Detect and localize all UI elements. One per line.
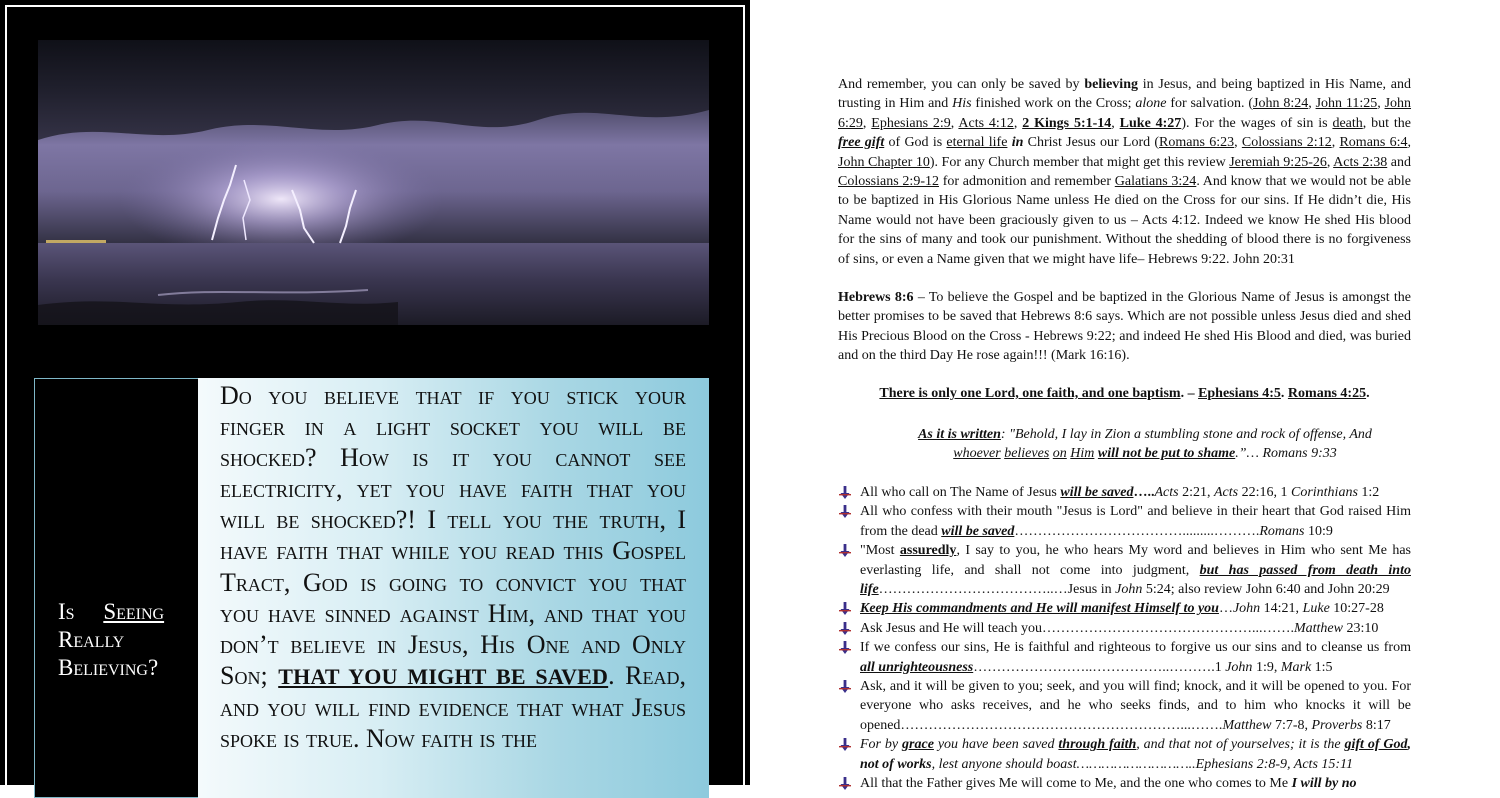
text-run: . [1366, 386, 1370, 401]
text-run: – To believe the Gospel and be baptized in the Glorious Name of Jesus is amongst the better promises to be saved that Hebrews 8:6 says. Which are not possible unless Jesus died and shed His Precious Blood on the Cross - Hebrews 9:22; and indeed He shed His Blood and died, was buried and on the third Day He rose again!!! (Mark 16:16). [838, 290, 1411, 364]
text-run: all unrighteousness [860, 659, 974, 675]
text-run: John [1225, 659, 1253, 675]
text-run: . [1280, 386, 1288, 401]
text-run: believes [1004, 446, 1050, 462]
text-run: will be saved [941, 523, 1015, 539]
text-run: Colossians 2:12 [1241, 135, 1332, 151]
text-run: Romans 4:25 [1287, 386, 1367, 401]
text-run: Romans [1259, 523, 1305, 539]
text-run: , and that not of yourselves; it is the [1136, 737, 1345, 753]
text-run: Matthew [1293, 620, 1343, 636]
text-run: and [1387, 154, 1411, 170]
text-run: ). For any Church member that might get this review [929, 154, 1230, 170]
text-run: Romans 6:23 [1159, 135, 1235, 151]
arrow-down-bullet-icon [838, 640, 852, 656]
text-run: , [950, 115, 959, 131]
text-run: , [1308, 96, 1316, 112]
text-run: ). For the wages of sin is [1181, 115, 1333, 131]
text-run: , lest anyone should boast……………………….. [931, 756, 1196, 772]
arrow-down-bullet-icon [838, 543, 852, 559]
text-run: , [1407, 737, 1411, 753]
text-run: Ask Jesus and He will teach you………………………………………...……. [860, 620, 1294, 636]
text-run: Luke 4:27 [1119, 115, 1182, 131]
arrow-down-bullet-icon [838, 776, 852, 792]
scripture-list-item [838, 599, 1411, 618]
text-run: 10:9 [1304, 523, 1333, 539]
text-run: 1:2 [1357, 485, 1380, 500]
text-run: 5:24; also review John 6:40 and John 20:29 [1142, 582, 1390, 598]
text-run: Christ Jesus our Lord ( [1023, 135, 1160, 151]
text-run: . And know that we would not be able to be baptized in His Glorious Name unless He died on the Cross for our sins. If He didn’t die, His Name would not have been graciously given to us – Acts 4:12. Indeed we know He shed His blood for the sins of many and took our punishment. Without the shedding of blood there is no forgiveness of sins, or even a Name given that we might have life– Hebrews 9:22. John 20:31 [838, 174, 1411, 267]
text-run: , [1407, 135, 1412, 151]
text-run: ………………………………..…Jesus in [878, 582, 1116, 598]
text-run: John [1232, 601, 1261, 617]
text-run: 2 Kings 5:1-14 [1022, 115, 1112, 131]
text-run: : "Behold, I lay in Zion a stumbling stone and rock of offense, And [1000, 427, 1372, 442]
text-run: Hebrews 8:6 [838, 290, 914, 305]
text-run: Acts [1154, 485, 1179, 500]
text-run: , [1234, 135, 1242, 151]
left-page [0, 0, 750, 785]
text-run: , [862, 115, 872, 131]
text-run: whoever [953, 446, 1001, 462]
text-run: 10:27-28 [1329, 601, 1384, 617]
text-run: Acts 2:38 [1333, 154, 1388, 170]
text-run: Mark [1280, 659, 1312, 675]
text-run: in Jesus, and being baptized in His Name, and trusting in Him and [838, 77, 1412, 112]
arrow-down-bullet-icon [838, 621, 852, 637]
text-run: "Most [860, 543, 900, 559]
text-run: 23:10 [1342, 620, 1379, 636]
text-run: ……………………………….........………. [1014, 523, 1260, 539]
title-word: Believing? [58, 655, 159, 680]
text-run: There is only one Lord, one faith, and one baptism [879, 386, 1181, 401]
salvation-paragraph [838, 75, 1411, 269]
text-run: 1:9, [1252, 659, 1281, 675]
tract-text-part: . Read, and you will find evidence that what Jesus spoke is true. Now faith is the [220, 660, 687, 754]
text-run: As it is written [918, 427, 1001, 442]
lightning-storm-photo [38, 40, 709, 325]
text-run: of God is [884, 135, 947, 151]
text-run: 1:5 [1311, 659, 1333, 675]
arrow-down-bullet-icon [838, 737, 852, 753]
text-run: believing [1084, 77, 1138, 92]
text-run: alone [1135, 96, 1167, 112]
text-run: you have been saved [933, 737, 1059, 753]
text-run: Galatians 3:24 [1114, 174, 1197, 190]
arrow-down-bullet-icon [838, 504, 852, 520]
scripture-list-item [838, 735, 1411, 774]
text-run: For by [860, 737, 903, 753]
text-run: If we confess our sins, He is faithful and righteous to forgive us our sins and to cleanse us from [860, 640, 1411, 656]
text-run: Ephesians 4:5 [1198, 386, 1281, 401]
scripture-list-item [838, 502, 1411, 541]
text-run: Luke [1302, 601, 1330, 617]
text-run: Jeremiah 9:25-26 [1229, 154, 1327, 170]
text-run: John 8:24 [1253, 96, 1309, 112]
text-run: on [1052, 446, 1067, 462]
romans-quote [900, 425, 1390, 464]
tract-text-part: Do you believe that if you stick your finger in a light socket you will be shocked? How is it you cannot see electricity, yet you have faith that you will be shocked?! I tell you the truth, I have faith that while you read this Gospel Tract, God is going to convict you that you have sinned against Him, and that you don’t believe in Jesus, His One and Only Son; [220, 381, 686, 690]
text-run: not of works [860, 756, 932, 772]
text-run: , I say to you, he who hears My word and believes in Him who sent Me has everlasting life, and shall not come into judgment, [860, 543, 1411, 578]
scripture-list-item [838, 483, 1411, 502]
tract-body [220, 378, 686, 754]
text-run: in [1011, 135, 1024, 151]
text-run: 8:17 [1362, 717, 1391, 733]
side-panel [34, 378, 198, 798]
title-word: Really [58, 627, 125, 652]
scripture-list-item [838, 541, 1411, 599]
text-run: Proverbs [1311, 717, 1363, 733]
text-run: 2:21, [1178, 485, 1214, 500]
scripture-list [838, 483, 1411, 794]
text-run: gift of God [1344, 737, 1408, 753]
text-run: , [1331, 135, 1340, 151]
text-run: , but the [1362, 115, 1411, 131]
text-run: eternal life [946, 135, 1008, 151]
hebrews-paragraph [838, 288, 1411, 366]
text-run: Corinthians [1290, 485, 1358, 500]
text-run: John 6:29 [838, 96, 1412, 131]
text-run: His [952, 96, 972, 112]
text-run: All that the Father gives Me will come to Me, and the one who comes to Me [860, 776, 1292, 792]
text-run: John [1115, 582, 1143, 598]
text-run: ……………………..……………..……….1 [973, 659, 1226, 675]
title-word: Is [58, 599, 75, 624]
text-run: All who confess with their mouth "Jesus is Lord" and believe in their heart that God raised Him from the dead [860, 504, 1411, 539]
text-run: , [1111, 115, 1120, 131]
arrow-down-bullet-icon [838, 485, 852, 501]
one-baptism-heading [838, 386, 1411, 402]
text-run: through faith [1058, 737, 1137, 753]
text-run: … [1218, 601, 1233, 617]
text-run: , [1377, 96, 1385, 112]
text-run: . – [1180, 386, 1199, 401]
text-run: Romans 6:4 [1339, 135, 1408, 151]
text-run: 14:21, [1260, 601, 1303, 617]
tract-title [58, 598, 178, 682]
text-run: John Chapter 10 [838, 154, 930, 170]
text-run: for salvation. ( [1166, 96, 1254, 112]
text-run: ….. [1133, 485, 1155, 500]
text-run: , [1326, 154, 1334, 170]
tract-text-panel [198, 378, 709, 798]
text-run: but has passed from death into life [860, 562, 1411, 598]
text-run: Ask, and it will be given to you; seek, and you will find; knock, and it will be opened to you. For everyone who asks receives, and he who seeks finds, and to him who knocks it will be opened……………………………………………………...……. [860, 679, 1411, 733]
text-run: Keep His commandments and He will manifest Himself to you [860, 601, 1219, 617]
text-run: for admonition and remember [938, 174, 1115, 190]
text-run: 7:7-8, [1271, 717, 1312, 733]
text-run: .”… Romans 9:33 [1235, 446, 1337, 462]
scripture-list-item [838, 774, 1411, 793]
text-run: Acts [1213, 485, 1239, 500]
text-run: John 11:25 [1315, 96, 1378, 112]
text-run: grace [902, 737, 934, 753]
text-run: finished work on the Cross; [971, 96, 1136, 112]
text-run: Ephesians 2:8-9, Acts 15:11 [1195, 756, 1354, 772]
text-run: And remember, you can only be saved by [838, 77, 1085, 92]
title-word: Seeing [103, 599, 165, 624]
text-run: I will by no [1291, 776, 1357, 792]
text-run: 22:16, 1 [1238, 485, 1291, 500]
text-run: All who call on The Name of Jesus [860, 485, 1061, 500]
scripture-list-item [838, 619, 1411, 638]
scripture-list-item [838, 638, 1411, 677]
scripture-list-item [838, 677, 1411, 735]
text-run: will not be put to shame [1097, 446, 1236, 462]
text-run: Acts 4:12 [958, 115, 1014, 131]
text-run: assuredly [899, 543, 957, 559]
text-run: Matthew [1222, 717, 1272, 733]
text-run: Ephesians 2:9 [871, 115, 951, 131]
arrow-down-bullet-icon [838, 679, 852, 695]
text-run: will be saved [1060, 485, 1134, 500]
text-run: , [1013, 115, 1023, 131]
text-run: free gift [838, 135, 885, 151]
text-run: Him [1070, 446, 1095, 462]
text-run: death [1332, 115, 1363, 131]
arrow-down-bullet-icon [838, 601, 852, 617]
tract-emphasis: THAT YOU MIGHT BE SAVED [278, 663, 609, 689]
text-run: Colossians 2:9-12 [838, 174, 939, 190]
right-page [750, 0, 1500, 792]
